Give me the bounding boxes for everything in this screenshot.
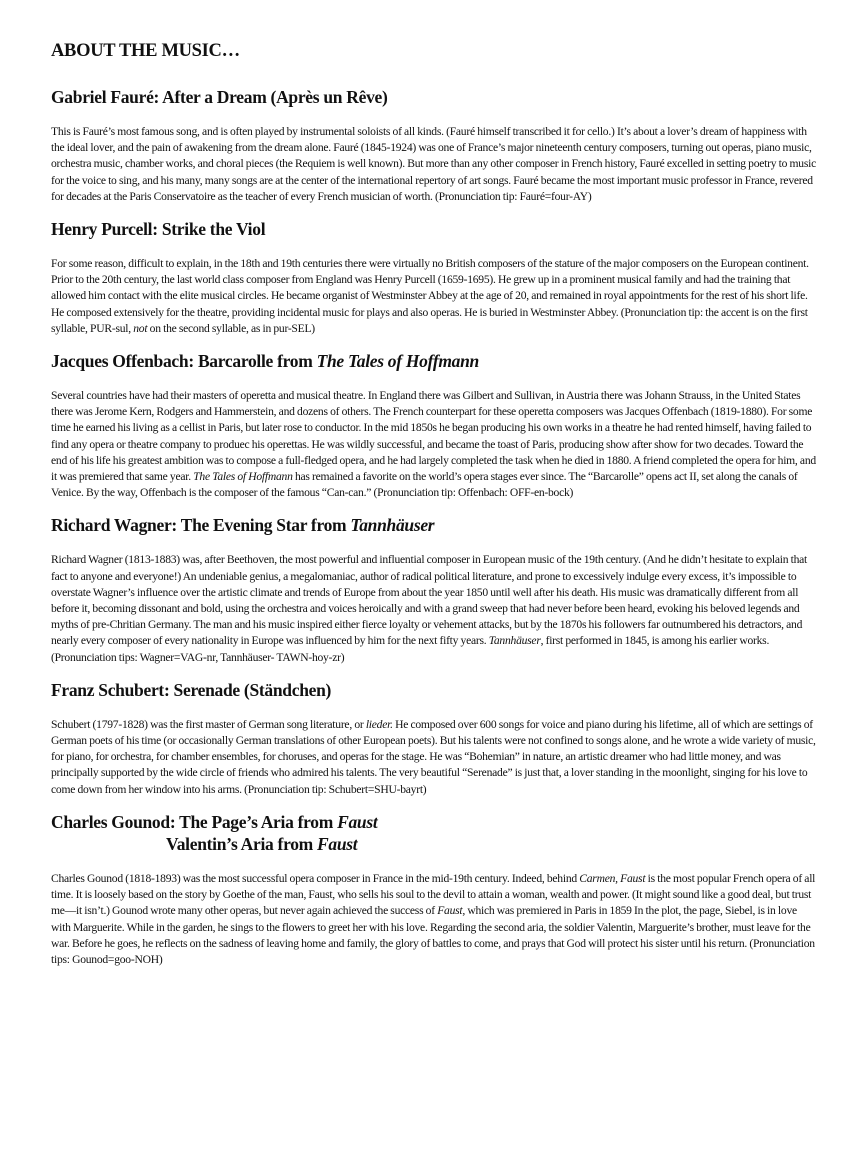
paragraph-text: This is Fauré’s most famous song, and is often played by instrumental soloists of all kinds. (Fauré himself transcribed it for cello.) It’s about a lover’s dream of happiness with the ideal lover, and the pain of awakening from the dream alone. Fauré (1845-1924) was one of France’s major nineteenth century composers, turning out operas, piano music, orchestra music, chamber works, and choral pieces (the Requiem is well known). But more than any other composer in French history, Fauré excelled in setting poetry to music for the voice to sing, and his many, many songs are at the center of the international repertory of art songs. Fauré became the most important music professor in France, revered for decades at the Paris Conservatoire as the teacher of every French musician of worth. (Pronunciation tip: Fauré=four-AY) — [51, 125, 816, 203]
heading-text: Henry Purcell: Strike the Viol — [51, 219, 266, 240]
heading-italic-title: Faust — [317, 833, 358, 854]
paragraph-text: Richard Wagner (1813-1883) was, after Beethoven, the most powerful and influential composer in European music of the 19th century. (And he didn’t hesitate to explain that fact to anyone and everyone!) An undeniable genius, a megalomaniac, author of radical political literature, and prone to excessively indulge every excess, it’s impossible to overstate Wagner’s influence over the artistic climate and trends of Europe from about the year 1850 until well after his death. His music was dramatically different from all before it, becoming dissonant and bold, using the orchestra and voices heroically and with a grand sweep that had never before been heard, evoking his beloved legends and myths of pre-Chritian Germany. The man and his music inspired either fierce loyalty or vehement attacks, but by the 1870s his followers far outnumbered his detractors, and nearly every composer of every nationality in Europe was influenced by him for the next fifty years. — [51, 553, 808, 648]
paragraph-text: Schubert (1797-1828) was the first master of German song literature, or — [51, 717, 366, 731]
paragraph-emphasis: Tannhäuser — [488, 634, 541, 648]
heading-italic-title: Tannhäuser — [350, 515, 435, 536]
section-heading — [51, 218, 818, 240]
section-heading — [51, 350, 818, 372]
paragraph-emphasis: Carmen, Faust — [579, 871, 646, 885]
section-offenbach — [51, 350, 818, 501]
section-paragraph — [51, 717, 818, 798]
heading-text: Charles Gounod: The Page’s Aria from — [51, 811, 338, 832]
heading-text: Franz Schubert: Serenade (Ständchen) — [51, 679, 332, 700]
paragraph-text: on the second syllable, as in pur-SEL) — [147, 321, 315, 335]
paragraph-emphasis: lieder. — [365, 717, 393, 731]
section-heading — [51, 679, 818, 701]
section-schubert — [51, 679, 818, 798]
section-paragraph — [51, 256, 818, 337]
section-heading — [51, 514, 818, 536]
section-paragraph — [51, 871, 818, 968]
section-purcell — [51, 218, 818, 337]
heading-text: Gabriel Fauré: After a Dream (Après un Rêve) — [51, 87, 388, 107]
heading-italic-title: Faust — [337, 811, 378, 832]
section-gounod — [51, 811, 818, 968]
heading-italic-title: The Tales of Hoffmann — [316, 351, 479, 372]
heading-text: Jacques Offenbach: Barcarolle from — [51, 351, 317, 372]
section-heading — [51, 86, 818, 108]
section-paragraph — [51, 388, 818, 501]
paragraph-text: is the most popular French opera of all time. It is loosely based on the story by Goethe of the man, Faust, who sells his soul to the devil to attain a woman, wealth and power. (It might sound like a good deal, but trust me—it isn’t.) Gounod wrote many other operas, but never again achieved the success of — [51, 871, 816, 918]
paragraph-text: , first performed in 1845, is among his earlier works. (Pronunciation tips: Wagner=VAG-nr, Tannhäuser- TAWN-hoy-zr) — [51, 634, 770, 664]
section-wagner — [51, 514, 818, 665]
page-heading: ABOUT THE MUSIC… — [51, 41, 240, 61]
section-paragraph — [51, 124, 818, 205]
paragraph-emphasis: Faust, — [437, 904, 465, 918]
section-heading — [51, 811, 818, 855]
heading-second-line — [51, 833, 818, 855]
paragraph-text: For some reason, difficult to explain, in the 18th and 19th centuries there were virtually no British composers of the stature of the major composers on the European continent. Prior to the 20th century, the last world class composer from England was Henry Purcell (1659-1695). He grew up in a prominent musical family and had the training that allowed him contact with the elite musical circles. He became organist of Westminster Abbey at the age of 20, and remained in royal appointments for the rest of his short life. He composed extensively for the theatre, providing incidental music for plays and also operas. He is buried in Westminster Abbey. (Pronunciation tip: the accent is on the first syllable, PUR-sul, — [51, 257, 809, 335]
paragraph-text: Several countries have had their masters of operetta and musical theatre. In England there was Gilbert and Sullivan, in Austria there was Johann Strauss, in the United States there was Jerome Kern, Rodgers and Hammerstein, and dozens of others. The French counterpart for these operetta composers was Jacques Offenbach (1819-1880). For some time he earned his living as a cellist in Paris, but later rose to conductor. In the mid 1850s he began producing his own works in a theatre he had rented himself, having failed to find any opera or theatre company to produec his operettas. He was wildly successful, and became the toast of Paris, producing show after show for two decades. Toward the end of his life his greatest ambition was to compose a full-fledged opera, and he had largely completed the task when he died in 1880. A friend completed the opera for him, and it was premiered that same year. — [51, 389, 816, 484]
section-faure — [51, 86, 818, 205]
section-paragraph — [51, 552, 818, 665]
paragraph-text: He composed over 600 songs for voice and piano during his lifetime, all of which are settings of German poets of his time (or occasionally German translations of other European poets). But his talents were not confined to songs alone, and he wrote a wide variety of music, for piano, for orchestra, for chamber ensembles, for choruses, and operas for the stage. He was “Bohemian” in nature, an artistic dreamer who had little money, and was principally supported by the wide circle of friends who admired his talents. The very beautiful “Serenade” is just that, a lover standing in the moonlight, singing for his love to come down from her window into his arms. (Pronunciation tip: Schubert=SHU-bayrt) — [51, 717, 816, 796]
heading-text: Richard Wagner: The Evening Star from — [51, 515, 351, 536]
paragraph-text: has remained a favorite on the world’s opera stages ever since. The “Barcarolle” opens act II, set along the canals of Venice. By the way, Offenbach is the composer of the famous “Can-can.” (Pronunciation tip: Offenbach: OFF-en-bock) — [51, 470, 798, 500]
paragraph-text: Charles Gounod (1818-1893) was the most successful opera composer in France in the mid-19th century. Indeed, behind — [51, 871, 580, 885]
paragraph-emphasis: The Tales of Hoffmann — [193, 470, 293, 484]
paragraph-text: which was premiered in Paris in 1859 In the plot, the page, Siebel, is in love with Marguerite. While in the garden, he sings to the flowers to greet her with his love. Regarding the second aria, the soldier Valentin, Marguerite’s brother, must leave for the war. Before he goes, he reflects on the sadness of leaving home and family, the glory of battles to come, and prays that God will protect his sister until his return. (Pronunciation tips: Gounod=goo-NOH) — [51, 904, 815, 966]
heading-text: Valentin’s Aria from — [166, 833, 318, 854]
paragraph-emphasis: not — [133, 321, 148, 335]
